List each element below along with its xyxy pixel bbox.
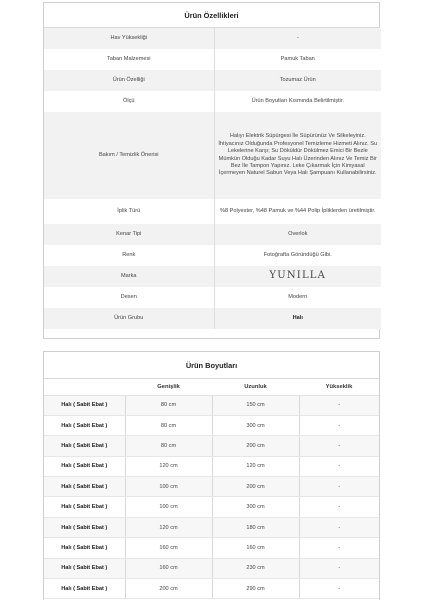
feature-label: Bakım / Temizlik Önerisi — [44, 112, 214, 199]
size-product-name: Halı ( Sabit Ebat ) — [44, 517, 125, 537]
size-length: 120 cm — [212, 456, 299, 476]
table-row — [44, 477, 379, 497]
sizes-header-width: Genişlik — [125, 379, 212, 395]
product-features-title: Ürün Özellikleri — [44, 3, 379, 28]
size-width: 120 cm — [125, 456, 212, 476]
size-height: - — [299, 517, 379, 537]
size-height: - — [299, 477, 379, 497]
sizes-header-height: Yükseklik — [299, 379, 379, 395]
size-width: 160 cm — [125, 538, 212, 558]
feature-value — [214, 266, 381, 287]
table-row — [44, 415, 379, 435]
size-product-name: Halı ( Sabit Ebat ) — [44, 415, 125, 435]
table-row — [44, 558, 379, 578]
sizes-header-row — [44, 379, 379, 395]
size-product-name: Halı ( Sabit Ebat ) — [44, 558, 125, 578]
product-sizes-card — [43, 351, 380, 600]
feature-value: Ürün Boyutları Kısmında Belirtilmiştir. — [214, 91, 381, 112]
product-features-table — [44, 28, 381, 329]
brand-logo: YUNILLA — [269, 269, 327, 281]
feature-label: İplik Türü — [44, 199, 214, 224]
feature-row-size — [44, 91, 381, 112]
size-width: 200 cm — [125, 579, 212, 599]
size-width: 80 cm — [125, 415, 212, 435]
size-width: 80 cm — [125, 395, 212, 415]
feature-label: Marka — [44, 266, 214, 287]
size-width: 100 cm — [125, 477, 212, 497]
size-length: 160 cm — [212, 538, 299, 558]
feature-row-yarn-type — [44, 199, 381, 224]
table-row — [44, 517, 379, 537]
product-sizes-table — [44, 379, 379, 599]
feature-row-edge-type — [44, 224, 381, 245]
feature-value: Pamuk Taban — [214, 49, 381, 70]
feature-label: Ürün Grubu — [44, 308, 214, 329]
table-row — [44, 497, 379, 517]
size-length: 200 cm — [212, 436, 299, 456]
size-width: 120 cm — [125, 517, 212, 537]
feature-label: Taban Malzemesi — [44, 49, 214, 70]
size-product-name: Halı ( Sabit Ebat ) — [44, 436, 125, 456]
product-features-card — [43, 2, 380, 339]
table-row — [44, 538, 379, 558]
feature-row-brand — [44, 266, 381, 287]
feature-value: %8 Polyester, %48 Pamuk ve %44 Polip İpliklerden üretilmiştir. — [214, 199, 381, 224]
feature-label: Ölçü — [44, 91, 214, 112]
feature-row-color — [44, 245, 381, 266]
sizes-header-name — [44, 379, 125, 395]
table-row — [44, 436, 379, 456]
feature-row-product-feature — [44, 70, 381, 91]
size-length: 290 cm — [212, 579, 299, 599]
feature-value: Overlok — [214, 224, 381, 245]
feature-value: Modern — [214, 287, 381, 308]
feature-label: Desen — [44, 287, 214, 308]
size-height: - — [299, 538, 379, 558]
feature-value: Halıyı Elektrik Süpürgesi İle Süpürünüz Ve Silkeleyiniz. İhtiyacınız Olduğunda Profesyonel Temizleme Hizmeti Alınız. Su Lekelerine Karşı; Su Döküldür Dökülmez Emici Bir Bezle Mümkün Olduğu Kadar Suyu Halı Üzerinden Alınız Ve Temiz Bir Bez İle Tampon Yapınız. Leke Çıkarmak İçin Kimyasal İçermeyen Naturel Sabun Veya Halı Şampuanı Kullanabilirsiniz. — [214, 112, 381, 199]
feature-value: Fotoğrafta Göründüğü Gibi. — [214, 245, 381, 266]
size-length: 300 cm — [212, 415, 299, 435]
sizes-header-length: Uzunluk — [212, 379, 299, 395]
size-product-name: Halı ( Sabit Ebat ) — [44, 538, 125, 558]
feature-row-pile-height — [44, 28, 381, 49]
size-width: 100 cm — [125, 497, 212, 517]
size-product-name: Halı ( Sabit Ebat ) — [44, 456, 125, 476]
table-row — [44, 395, 379, 415]
feature-label: Kenar Tipi — [44, 224, 214, 245]
feature-row-care — [44, 112, 381, 199]
size-length: 230 cm — [212, 558, 299, 578]
feature-row-pattern — [44, 287, 381, 308]
size-product-name: Halı ( Sabit Ebat ) — [44, 579, 125, 599]
size-product-name: Halı ( Sabit Ebat ) — [44, 497, 125, 517]
feature-row-product-group — [44, 308, 381, 329]
size-height: - — [299, 415, 379, 435]
table-row — [44, 579, 379, 599]
product-sizes-title: Ürün Boyutları — [44, 352, 379, 379]
size-length: 180 cm — [212, 517, 299, 537]
size-height: - — [299, 558, 379, 578]
sizes-body — [44, 395, 379, 599]
size-length: 300 cm — [212, 497, 299, 517]
feature-value: Halı — [214, 308, 381, 329]
size-product-name: Halı ( Sabit Ebat ) — [44, 395, 125, 415]
feature-label: Renk — [44, 245, 214, 266]
size-height: - — [299, 497, 379, 517]
feature-row-base-material — [44, 49, 381, 70]
table-row — [44, 456, 379, 476]
feature-value: Tozumaz Ürün — [214, 70, 381, 91]
feature-label: Ürün Özelliği — [44, 70, 214, 91]
size-height: - — [299, 579, 379, 599]
size-length: 150 cm — [212, 395, 299, 415]
size-length: 200 cm — [212, 477, 299, 497]
size-width: 80 cm — [125, 436, 212, 456]
size-height: - — [299, 436, 379, 456]
feature-label: Hav Yüksekliği — [44, 28, 214, 49]
size-height: - — [299, 456, 379, 476]
size-width: 160 cm — [125, 558, 212, 578]
feature-value: - — [214, 28, 381, 49]
size-height: - — [299, 395, 379, 415]
size-product-name: Halı ( Sabit Ebat ) — [44, 477, 125, 497]
